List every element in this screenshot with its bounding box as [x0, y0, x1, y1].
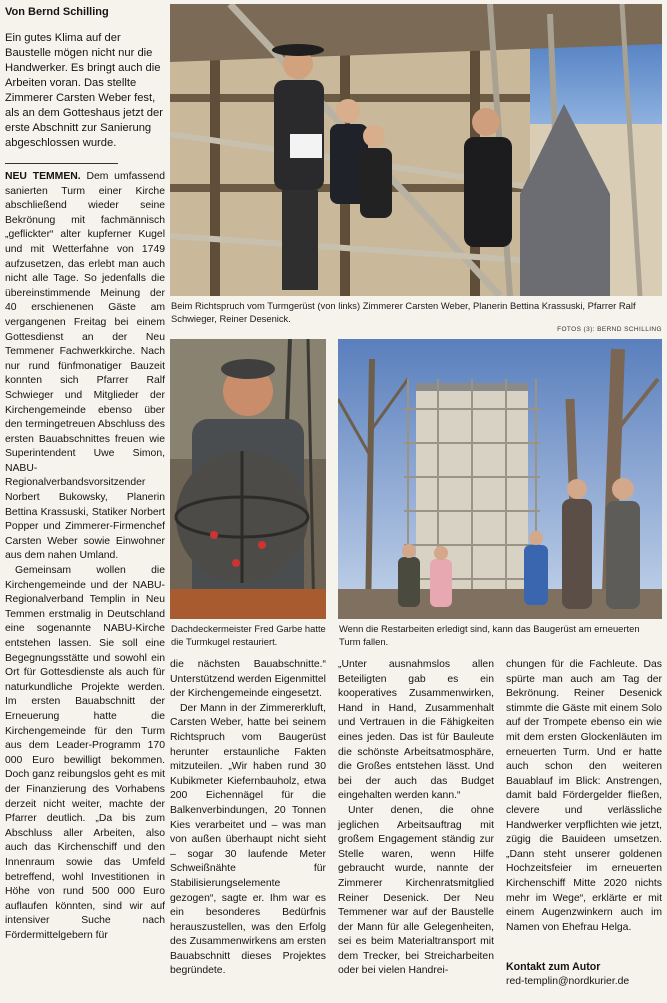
paragraph: Unter denen, die ohne jeglichen Arbeitsauftrag mit großem Engagement ständig zur Stelle waren, wenn Hilfe gebraucht wurde, nannte der Zimmerer Kirchenratsmitglied Reiner Desenick. Der Neu Temmener war auf der Baustelle der Mann für alle Gelegenheiten, sei es beim Materialtransport mit dem Trecker, bei Streicharbeiten oder bei vielen Handrei-	[338, 804, 494, 977]
contact-heading: Kontakt zum Autor	[506, 961, 601, 973]
paragraph: Der Mann in der Zimmererkluft, Carsten Weber, hatte bei seinem Richtspruch vom Baugerüst herunter erstaunliche Fakten mitzuteilen. „Wir haben rund 30 Kubikmeter Kiefernbauholz, etwa 200 Eichennägel für die Balkenverbindungen, 20 Tonnen Kies verarbeitet und – was man von außen überhaupt nicht sieht – sogar 30 laufende Meter Schweißnähte für Stabilisierungselemente gezogen“, sagte er. Ihm war es ein besonderes Bedürfnis herauszustellen, was den Erfolg des Zusammenwirkens am ersten Bauabschnitt dieses Projektes begründete.	[170, 702, 326, 977]
dateline: NEU TEMMEN.	[5, 171, 81, 182]
photo-scaffolding-group	[170, 4, 662, 296]
paragraph: die nächsten Bauabschnitte.“ Unterstützend werden Eigenmittel der Kirchengemeinde eingesetzt.	[170, 659, 326, 700]
photo-left-caption: Dachdeckermeister Fred Garbe hatte die Turmkugel restauriert.	[171, 623, 326, 647]
photo-credit: FOTOS (3): BERND SCHILLING	[557, 326, 662, 333]
paragraph: Gemeinsam wollen die Kirchengemeinde und der NABU-Regionalverband Templin in Neu Temmen erstmalig in Deutschland eine sogenannte NABU-Kirche entstehen lassen. Sie soll eine Begegnungsstätte und sowohl ein Ort für Gottesdienste als auch für naturkundliche Projekte werden. Im ersten Bauabschnitt der Erneuerung hatte die Kirchengemeinde für den Turm aus dem Leader-Programm 170 000 Euro bewilligt bekommen. Doch ganz reibungslos geht es mit der Finanzierung des Vorhabens derzeit nicht weiter, machte der Pfarrer deutlich. „Da bis zum Abschluss aller Arbeiten, also auch das Kirchenschiff und den Innenraum sowie das Umfeld betreffend, wohl Investitionen in Höhe von rund 500 000 Euro auflaufen könnten, sind wir auf intensiver Suche nach Fördermittelgebern für	[5, 565, 165, 941]
photo-right-caption: Wenn die Restarbeiten erledigt sind, kann das Baugerüst am erneuerten Turm fallen.	[339, 623, 640, 647]
photo-roofer-image	[170, 339, 326, 619]
photo-top-caption: Beim Richtspruch vom Turmgerüst (von links) Zimmerer Carsten Weber, Planerin Bettina Krassuski, Pfarrer Ralf Schwieger, Reiner Desenick.	[171, 300, 636, 324]
contact-email: red-templin@nordkurier.de	[506, 976, 630, 987]
article-column-2	[170, 658, 326, 979]
photo-church-tower	[338, 339, 662, 619]
photo-tower-image	[338, 339, 662, 619]
author-line: Von Bernd Schilling	[5, 6, 109, 18]
paragraph: chungen für die Fachleute. Das spürte man auch am Tag der Bekrönung. Reiner Desenick stimmte die Gäste mit einem Solo auf der Trompete ebenso ein wie mit dem ersten Glockenläuten im erneuerten Turm. Und er hatte auch schon den weiteren Bauablauf im Blick: Anstrengen, damit bald Fördergelder fließen, clevere und verlässliche Handwerker verpflichten wie jetzt, zügig die Bauideen umsetzen. „Dann steht unserer goldenen Hochzeitsfeier im erneuerten Kirchenschiff Mitte 2020 nichts mehr im Wege“, erklärte er mit einem Augenzwinkern auch im Namen von Ehefrau Helga.	[506, 659, 662, 933]
paragraph: Dem umfassend sanierten Turm einer Kirche abschließend wieder seine Bekrönung mit fachmännisch „geflickter“ alter kupferner Kugel und mit Wetterfahne von 1749 aufzusetzen, das erlebt man auch nicht alle Tage. So jedenfalls die übereinstimmende Meinung der 40 erschienenen Gäste am vergangenen Freitag bei einem Gottesdienst an der Neu Temmener Fachwerkkirche. Nach nur rund fünfmonatiger Bauzeit konnten sich Pfarrer Ralf Schwieger und Mitglieder der Kirchengemeinde ebenso über den termingetreuen Abschluss des ersten Bauabschnittes freuen wie Superintendent Uwe Simon, NABU-Regionalverbandsvorsitzender Norbert Bukowsky, Planerin Bettina Krassuski, Statiker Norbert Popper und Zimmerer-Firmenchef Carsten Weber sowie Einwohner aus dem nahen Umland.	[5, 171, 165, 562]
article-column-4	[506, 658, 662, 935]
article-column-1	[5, 170, 165, 943]
paragraph: „Unter ausnahmslos allen Beteiligten gab es ein kooperatives Zusammenwirken, Hand in Hand, Zusammenhalt und Vertrauen in die Fähigkeiten eines jeden. Das ist für Bauleute die schönste Arbeitsatmosphäre, die Großes entstehen lässt. Und bei der auch das Budget eingehalten werden kann.“	[338, 659, 494, 802]
article-column-3	[338, 658, 494, 979]
lead-divider	[5, 163, 118, 164]
photo-roofer-with-ball	[170, 339, 326, 619]
photo-scaffolding-image	[170, 4, 662, 296]
lead-paragraph: Ein gutes Klima auf der Baustelle mögen nicht nur die Handwerker. Es bringt auch die Arbeiten voran. Das stellte Zimmerer Carsten Weber fest, als an dem Gotteshaus jetzt der erste Abschnitt zur Sanierung abgeschlossen wurde.	[5, 32, 163, 149]
